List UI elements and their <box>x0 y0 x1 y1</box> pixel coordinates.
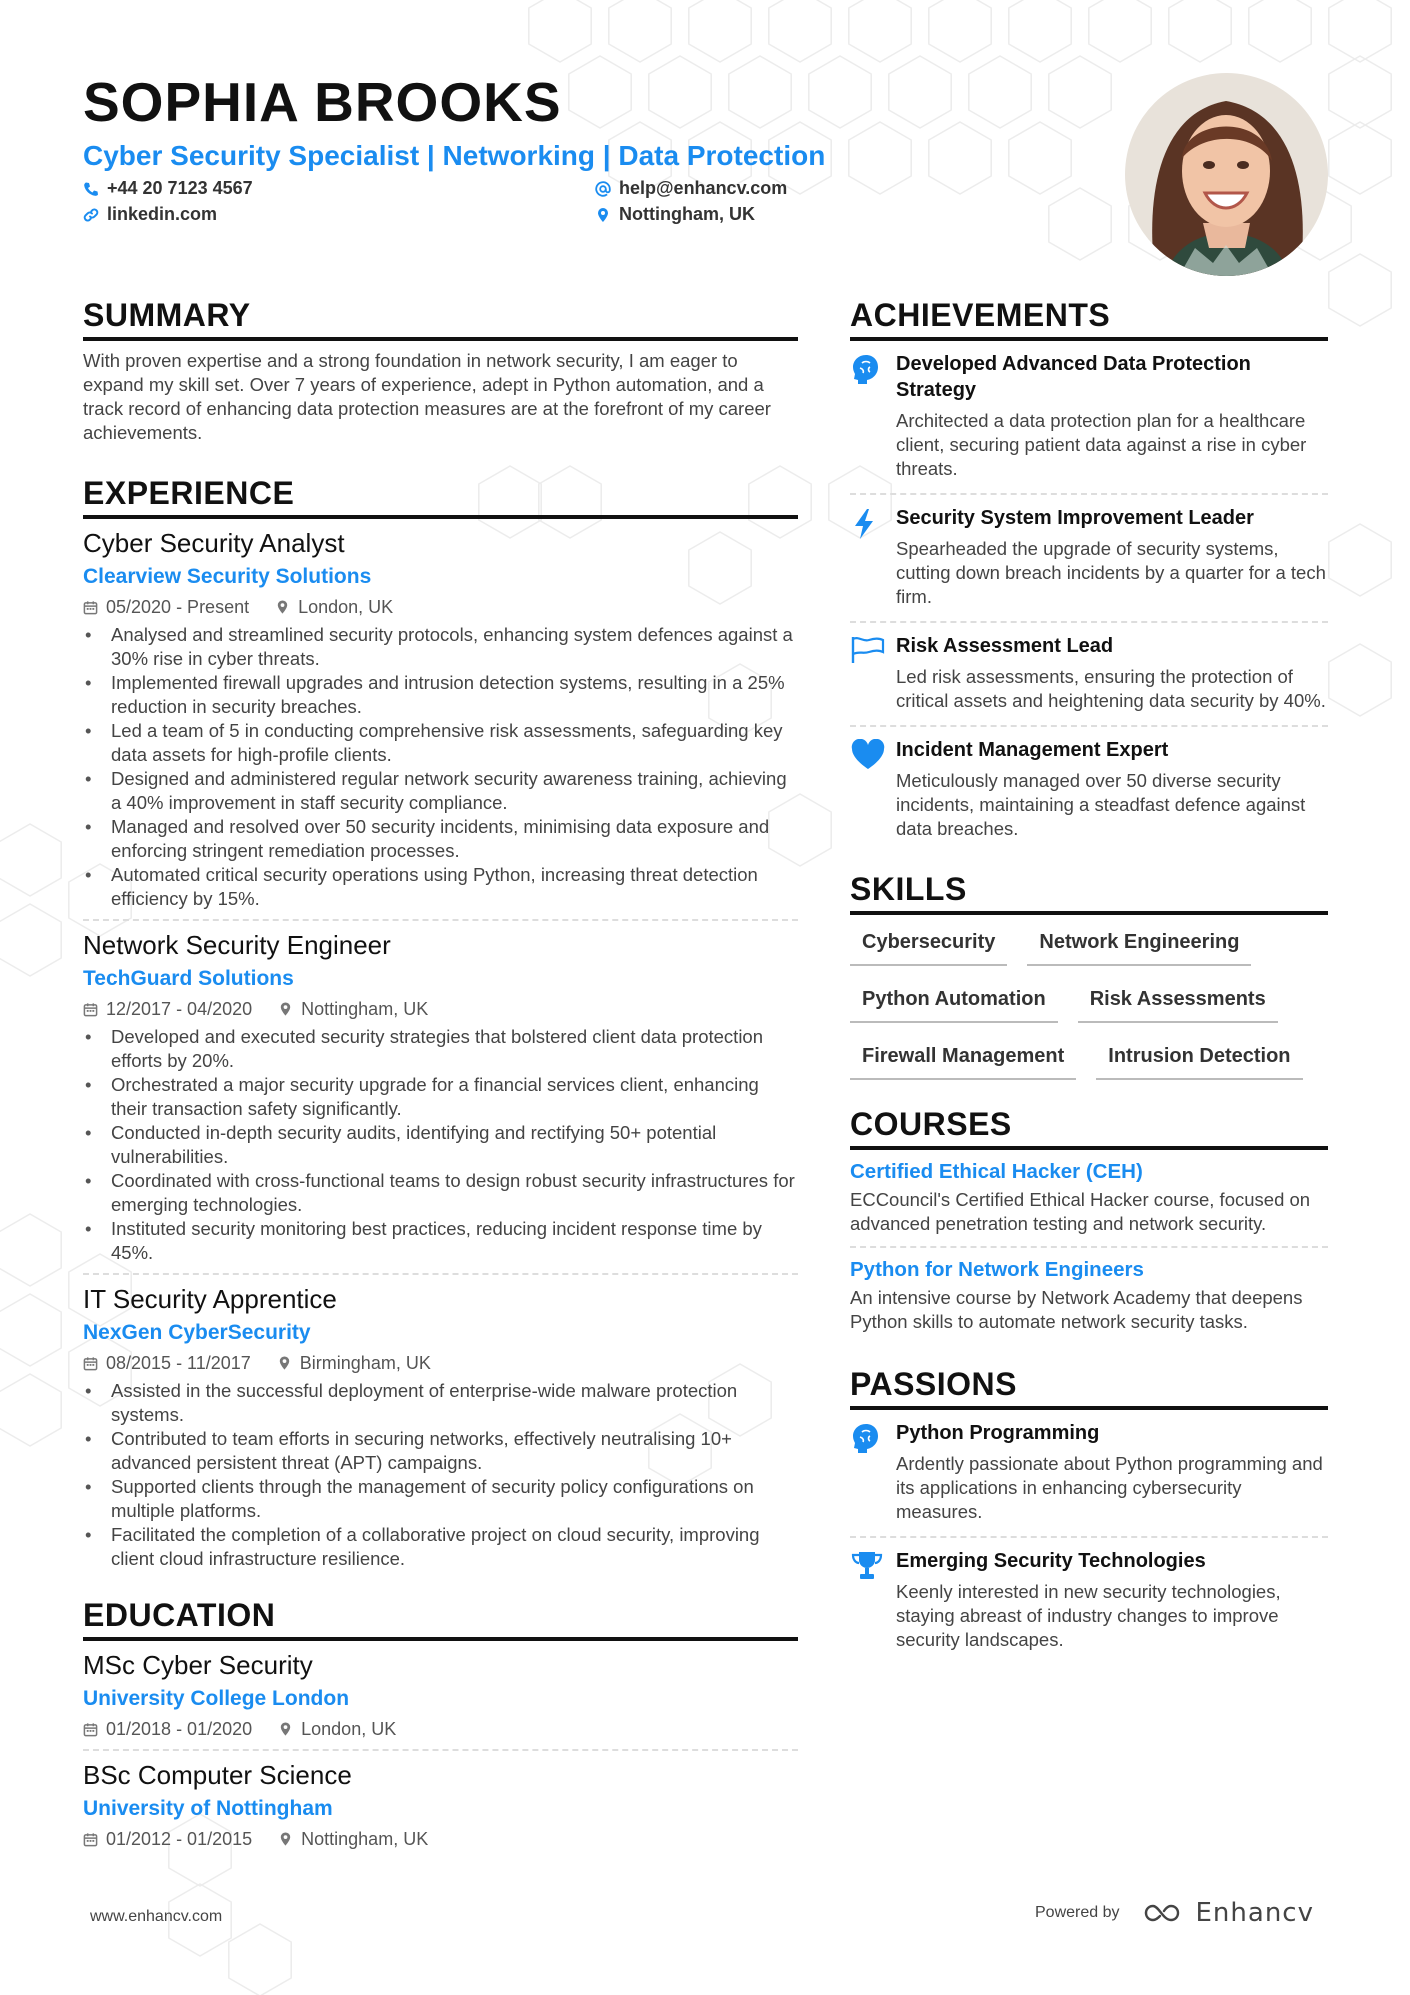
summary-section <box>83 295 798 445</box>
location-text: Nottingham, UK <box>301 1829 429 1849</box>
hexagon-shape <box>1329 56 1391 128</box>
map-pin-icon <box>275 599 290 615</box>
passions-section <box>850 1364 1328 1664</box>
highlight-description: Architected a data protection plan for a healthcare client, securing patient data against a rise in cyber threats. <box>896 410 1307 479</box>
date-range <box>83 1717 252 1741</box>
skill-tag: Firewall Management <box>850 1037 1076 1080</box>
responsibility-item: • Instituted security monitoring best practices, reducing incident response time by 45%. <box>83 1217 798 1265</box>
summary-text: With proven expertise and a strong foundation in network security, I am eager to expand my skill set. Over 7 years of experience, adept in Python automation, and a track record of enhancing data protection measures are at the forefront of my career achievements. <box>83 350 771 443</box>
hexagon-shape <box>1169 0 1231 62</box>
date-text: 05/2020 - Present <box>106 597 250 617</box>
education-list <box>83 1649 798 1859</box>
date-range <box>83 595 249 619</box>
responsibility-item: • Orchestrated a major security upgrade for a financial services client, enhancing their transaction safety significantly. <box>83 1073 798 1121</box>
footer-branding <box>1035 1898 1314 1928</box>
highlight-description: Led risk assessments, ensuring the protection of critical assets and heightening data security by 40%. <box>896 666 1326 711</box>
hexagon-shape <box>1329 524 1391 596</box>
responsibility-item: • Designed and administered regular network security awareness training, achieving a 40% improvement in staff security compliance. <box>83 767 798 815</box>
highlight-title: Emerging Security Technologies <box>896 1550 1206 1572</box>
candidate-name: SOPHIA BROOKS <box>83 71 562 133</box>
school-name[interactable]: University of Nottingham <box>83 1797 333 1820</box>
map-pin-icon <box>278 1001 293 1017</box>
education-entry <box>83 1759 798 1859</box>
highlight-item <box>850 727 1328 853</box>
location <box>278 997 428 1021</box>
responsibility-item: • Developed and executed security strategies that bolstered client data protection efforts by 20%. <box>83 1025 798 1073</box>
course-entry <box>850 1150 1328 1248</box>
highlight-description: Ardently passionate about Python programming and its applications in enhancing cybersecurity measures. <box>896 1453 1323 1522</box>
email-text: help@enhancv.com <box>619 178 788 198</box>
skill-tag: Network Engineering <box>1027 923 1251 966</box>
skill-tag: Risk Assessments <box>1078 980 1278 1023</box>
link-icon <box>83 207 99 223</box>
experience-entry <box>83 527 798 921</box>
calendar-icon <box>83 600 98 615</box>
responsibility-item: • Supported clients through the management of security policy configurations on multiple platforms. <box>83 1475 798 1523</box>
right-column <box>850 295 1328 1664</box>
location-text: Birmingham, UK <box>299 1353 431 1373</box>
location-contact <box>595 204 755 225</box>
company-name[interactable]: NexGen CyberSecurity <box>83 1321 311 1344</box>
responsibility-item: • Analysed and streamlined security protocols, enhancing system defences against a 30% rise in cyber threats. <box>83 623 798 671</box>
experience-section <box>83 473 798 1579</box>
responsibility-list <box>83 1379 798 1571</box>
course-entry <box>850 1248 1328 1344</box>
hexagon-shape <box>609 0 671 62</box>
experience-list <box>83 527 798 1579</box>
summary-title: SUMMARY <box>83 295 798 341</box>
responsibility-item: • Managed and resolved over 50 security incidents, minimising data exposure and enforcing stringent remediation processes. <box>83 815 798 863</box>
highlight-title: Developed Advanced Data Protection Strategy <box>896 353 1251 401</box>
responsibility-list <box>83 623 798 911</box>
infinity-logo-icon <box>1142 1901 1188 1925</box>
passions-list <box>850 1410 1328 1664</box>
responsibility-item: • Coordinated with cross-functional teams to design robust security infrastructures for emerging technologies. <box>83 1169 798 1217</box>
achievements-list <box>850 341 1328 853</box>
heart-icon <box>850 737 896 841</box>
hexagon-shape <box>769 0 831 62</box>
trophy-icon <box>850 1548 896 1652</box>
phone-text: +44 20 7123 4567 <box>107 178 253 198</box>
calendar-icon <box>83 1832 98 1847</box>
calendar-icon <box>83 1002 98 1017</box>
location-text: London, UK <box>298 597 394 617</box>
course-title[interactable]: Certified Ethical Hacker (CEH) <box>850 1160 1143 1183</box>
hexagon-shape <box>0 824 61 896</box>
passions-title: PASSIONS <box>850 1364 1328 1410</box>
skill-tag: Intrusion Detection <box>1096 1037 1302 1080</box>
degree-title: MSc Cyber Security <box>83 1650 313 1680</box>
map-pin-icon <box>595 207 611 223</box>
meta-row <box>83 1827 798 1851</box>
hexagon-shape <box>0 1294 61 1366</box>
date-range <box>83 997 252 1021</box>
job-title: Cyber Security Analyst <box>83 528 345 558</box>
left-column <box>83 295 798 1859</box>
job-title: IT Security Apprentice <box>83 1284 337 1314</box>
courses-title: COURSES <box>850 1104 1328 1150</box>
highlight-description: Keenly interested in new security technologies, staying abreast of industry changes to improve security landscapes. <box>896 1581 1281 1650</box>
achievements-title: ACHIEVEMENTS <box>850 295 1328 341</box>
location <box>278 1827 428 1851</box>
hexagon-shape <box>1089 0 1151 62</box>
contact-info <box>83 178 1113 238</box>
highlight-title: Security System Improvement Leader <box>896 507 1254 529</box>
highlight-title: Risk Assessment Lead <box>896 635 1114 657</box>
map-pin-icon <box>278 1721 293 1737</box>
hexagon-shape <box>1329 0 1391 62</box>
linkedin-text: linkedin.com <box>107 204 218 224</box>
highlight-title: Python Programming <box>896 1422 1100 1444</box>
course-description: An intensive course by Network Academy that deepens Python skills to automate network security tasks. <box>850 1287 1303 1332</box>
skill-tag: Cybersecurity <box>850 923 1007 966</box>
skills-title: SKILLS <box>850 869 1328 915</box>
responsibility-item: • Conducted in-depth security audits, identifying and rectifying 50+ potential vulnerabilities. <box>83 1121 798 1169</box>
highlight-description: Meticulously managed over 50 diverse security incidents, maintaining a steadfast defence against data breaches. <box>896 770 1306 839</box>
degree-title: BSc Computer Science <box>83 1760 352 1790</box>
brain-head-icon <box>850 1420 896 1524</box>
profile-photo <box>1125 73 1328 276</box>
course-description: ECCouncil's Certified Ethical Hacker course, focused on advanced penetration testing and network security. <box>850 1189 1311 1234</box>
lightning-bolt-icon <box>850 505 896 609</box>
job-title: Network Security Engineer <box>83 930 391 960</box>
location <box>277 1351 431 1375</box>
responsibility-item: • Assisted in the successful deployment of enterprise-wide malware protection systems. <box>83 1379 798 1427</box>
date-text: 12/2017 - 04/2020 <box>106 999 253 1019</box>
location-text: London, UK <box>301 1719 397 1739</box>
brain-head-icon <box>850 351 896 481</box>
location <box>278 1717 396 1741</box>
phone-contact[interactable] <box>83 178 253 199</box>
date-range <box>83 1827 252 1851</box>
date-text: 08/2015 - 11/2017 <box>106 1353 251 1373</box>
hexagon-shape <box>849 0 911 62</box>
hexagon-shape <box>1329 254 1391 326</box>
hexagon-shape <box>1329 122 1391 194</box>
responsibility-item: • Contributed to team efforts in securing networks, effectively neutralising 10+ advanced persistent threat (APT) campaigns. <box>83 1427 798 1475</box>
company-name[interactable]: Clearview Security Solutions <box>83 565 372 588</box>
experience-title: EXPERIENCE <box>83 473 798 519</box>
education-section <box>83 1595 798 1859</box>
highlight-item <box>850 1538 1328 1664</box>
at-sign-icon <box>595 181 611 197</box>
meta-row <box>83 595 798 619</box>
hexagon-shape <box>229 1924 291 1995</box>
portrait-illustration <box>1125 73 1328 276</box>
meta-row <box>83 1717 798 1741</box>
experience-entry <box>83 929 798 1275</box>
headline: Cyber Security Specialist | Networking | Data Protection <box>83 140 826 171</box>
hexagon-shape <box>529 0 591 62</box>
brand-name: Enhancv <box>1195 1898 1314 1928</box>
map-pin-icon <box>277 1355 292 1371</box>
location <box>275 595 393 619</box>
meta-row <box>83 1351 798 1375</box>
powered-by-text: Powered by <box>1035 1904 1120 1921</box>
courses-section <box>850 1104 1328 1344</box>
highlight-description: Spearheaded the upgrade of security systems, cutting down breach incidents by a quarter for a tech firm. <box>896 538 1326 607</box>
hexagon-shape <box>689 0 751 62</box>
responsibility-item: • Automated critical security operations using Python, increasing threat detection efficiency by 15%. <box>83 863 798 911</box>
school-name[interactable]: University College London <box>83 1687 350 1710</box>
responsibility-item: • Facilitated the completion of a collaborative project on cloud security, improving client cloud infrastructure resilience. <box>83 1523 798 1571</box>
skill-tag: Python Automation <box>850 980 1058 1023</box>
hexagon-shape <box>0 1374 61 1446</box>
highlight-item <box>850 495 1328 623</box>
highlight-item <box>850 623 1328 727</box>
flag-icon <box>850 633 896 713</box>
phone-icon <box>83 181 99 197</box>
date-text: 01/2012 - 01/2015 <box>106 1829 253 1849</box>
hexagon-shape <box>1009 0 1071 62</box>
hexagon-shape <box>0 904 61 976</box>
responsibility-item: • Led a team of 5 in conducting comprehensive risk assessments, safeguarding key data assets for high-profile clients. <box>83 719 798 767</box>
footer-website[interactable]: www.enhancv.com <box>90 1908 223 1925</box>
hexagon-shape <box>0 1214 61 1286</box>
email-contact[interactable] <box>595 178 787 199</box>
hexagon-shape <box>1329 644 1391 716</box>
highlight-title: Incident Management Expert <box>896 739 1169 761</box>
company-name[interactable]: TechGuard Solutions <box>83 967 294 990</box>
responsibility-item: • Implemented firewall upgrades and intrusion detection systems, resulting in a 25% reduction in security breaches. <box>83 671 798 719</box>
experience-entry <box>83 1283 798 1579</box>
highlight-item <box>850 341 1328 495</box>
education-entry <box>83 1649 798 1751</box>
meta-row <box>83 997 798 1021</box>
resume-header <box>83 70 1113 238</box>
courses-list <box>850 1150 1328 1344</box>
highlight-item <box>850 1410 1328 1538</box>
calendar-icon <box>83 1356 98 1371</box>
education-title: EDUCATION <box>83 1595 798 1641</box>
responsibility-list <box>83 1025 798 1265</box>
course-title[interactable]: Python for Network Engineers <box>850 1258 1144 1281</box>
enhancv-logo[interactable] <box>1142 1898 1314 1928</box>
skills-section <box>850 869 1328 1094</box>
hexagon-shape <box>929 0 991 62</box>
hexagon-shape <box>1249 0 1311 62</box>
achievements-section <box>850 295 1328 853</box>
date-text: 01/2018 - 01/2020 <box>106 1719 253 1739</box>
date-range <box>83 1351 251 1375</box>
map-pin-icon <box>278 1831 293 1847</box>
location-text: Nottingham, UK <box>301 999 429 1019</box>
skills-list <box>850 923 1328 1094</box>
linkedin-contact[interactable] <box>83 204 217 225</box>
calendar-icon <box>83 1722 98 1737</box>
location-text: Nottingham, UK <box>619 204 755 224</box>
